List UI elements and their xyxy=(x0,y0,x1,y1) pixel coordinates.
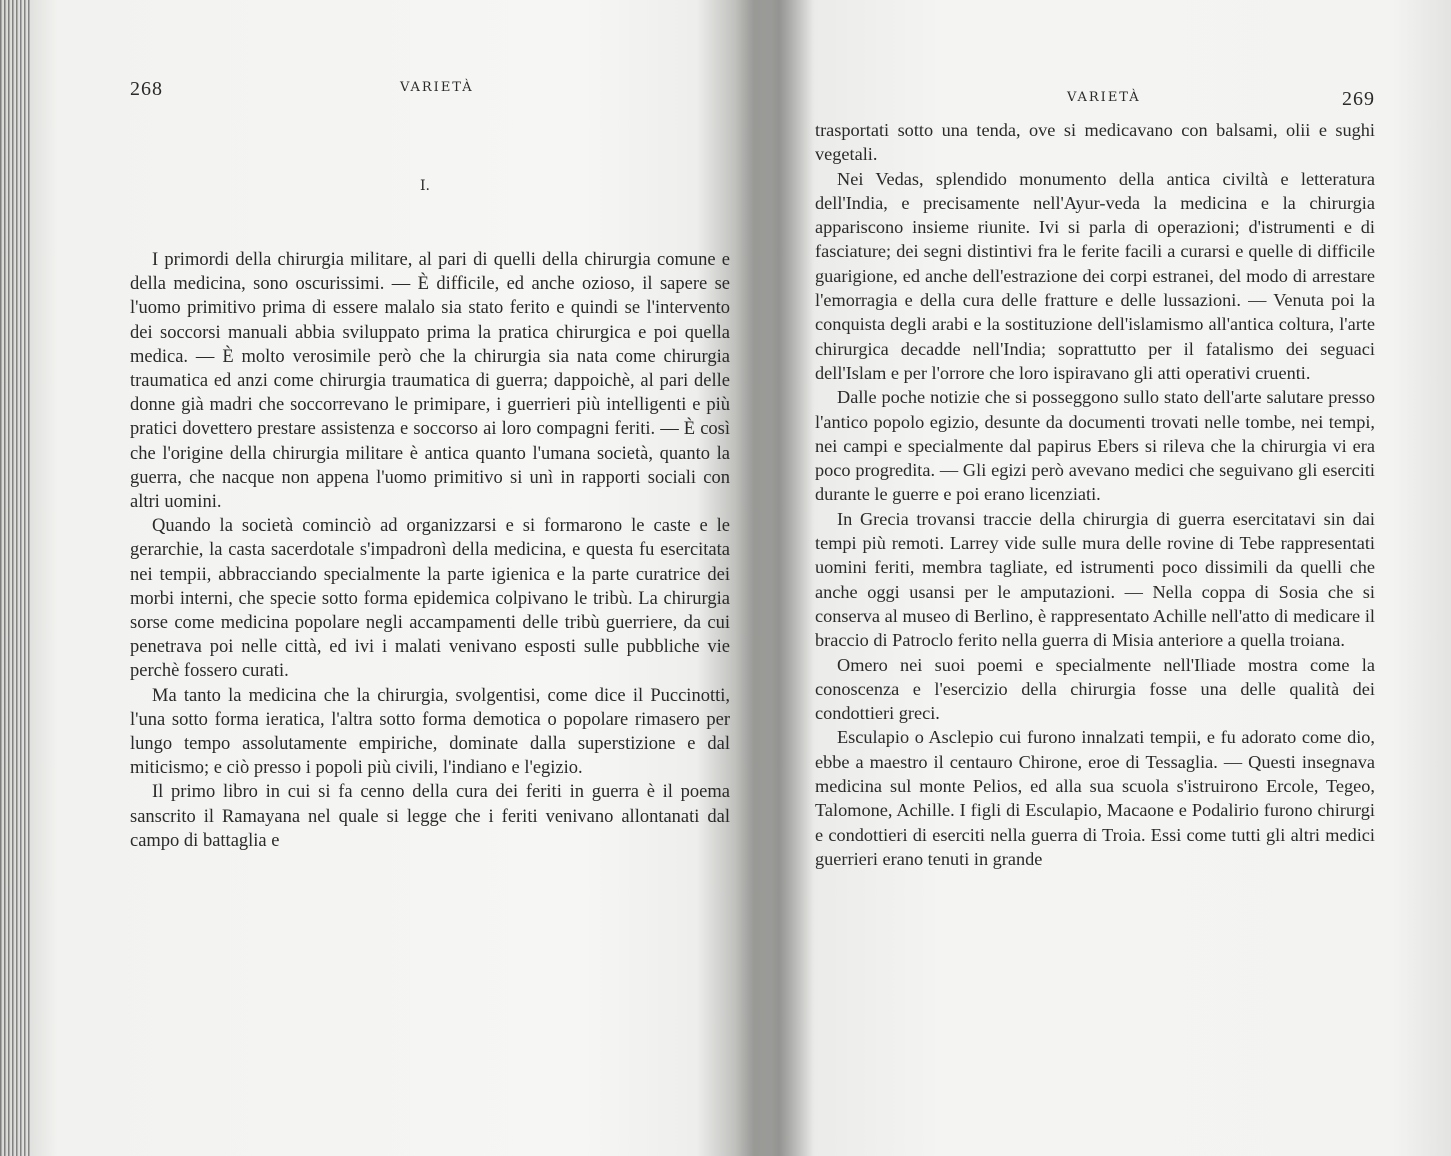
section-number: I. xyxy=(420,178,430,194)
page-edges xyxy=(0,0,30,1156)
paragraph: In Grecia trovansi traccie della chirurgia di guerra esercitatavi sin dai tempi più remoti. Larrey vide sulle mura delle rovine di Tebe rappresentati uomini feriti, membra tagliate, ed istrumenti poco dissimili da quelli che anche oggi usansi per le amputazioni. — Nella coppa di Sosia che si conserva al museo di Berlino, è rappresentato Achille nell'atto di medicare il braccio di Patroclo ferito nella guerra di Misia anteriore a quella troiana. xyxy=(815,508,1375,651)
right-page xyxy=(815,0,1375,1156)
paragraph: Dalle poche notizie che si posseggono sullo stato dell'arte salutare presso l'antico popolo egizio, desunte da documenti trovati nelle tombe, nei tempi, nei campi e specialmente dal papirus Ebers si rileva che la chirurgia vi era poco progredita. — Gli egizi però avevano medici che seguivano gli eserciti durante le guerre e poi erano licenziati. xyxy=(815,387,1375,505)
paragraph: Nei Vedas, splendido monumento della antica civiltà e letteratura dell'India, e precisamente nell'Ayur-veda la medicina e la chirurgia appariscono insieme riunite. Ivi si parla di operazioni; d'istrumenti e di fasciature; dei segni distintivi fra le ferite facili a curarsi e quelle di difficile guarigione, ed anche dell'estrazione dei corpi estranei, del modo di arrestare l'emorragia e della cura delle fratture e delle lussazioni. — Venuta poi la conquista degli arabi e la sostituzione dell'islamismo all'antica coltura, l'arte chirurgica decadde nell'India; soprattutto per il fatalismo dei seguaci dell'Islam e per l'orrore che loro ispiravano gli atti operativi cruenti. xyxy=(815,168,1375,383)
left-page xyxy=(130,0,730,1156)
paragraph: Il primo libro in cui si fa cenno della cura dei feriti in guerra è il poema sanscrito il Ramayana nel quale si legge che i feriti venivano allontanati dal campo di battaglia e xyxy=(130,782,730,851)
paragraph: Ma tanto la medicina che la chirurgia, svolgentisi, come dice il Puccinotti, l'una sotto forma ieratica, l'altra sotto forma demotica o popolare rimasero per lungo tempo assolutamente empiriche, dominate dalla superstizione e dal miticismo; e ciò presso i popoli più civili, l'indiano e l'egizio. xyxy=(130,685,730,779)
left-running-head xyxy=(130,78,730,108)
left-page-number: 268 xyxy=(130,78,163,100)
right-page-number: 269 xyxy=(1342,88,1375,110)
right-body-text xyxy=(815,118,1375,871)
book-gutter xyxy=(735,0,815,1156)
left-body-text xyxy=(130,248,730,853)
right-running-title: VARIETÀ xyxy=(1067,90,1141,105)
paragraph: trasportati sotto una tenda, ove si medicavano con balsami, olii e sughi vegetali. xyxy=(815,120,1375,165)
paragraph: I primordi della chirurgia militare, al pari di quelli della chirurgia comune e della medicina, sono oscurissimi. — È difficile, ed anche ozioso, il sapere se l'uomo primitivo prima di essere malalo sia stato ferito e quindi se l'intervento dei soccorsi manuali abbia sviluppato prima la pratica chirurgica e poi quella medica. — È molto verosimile però che la chirurgia sia nata come chirurgia traumatica ed anzi come chirurgia traumatica di guerra; dappoichè, al pari delle donne già madri che soccorrevano le primipare, i guerrieri più intelligenti e più pratici dovettero prestare assistenza e soccorso ai loro compagni feriti. — È così che l'origine della chirurgia militare è antica quanto l'umana società, quanto la guerra, che nacque non appena l'uomo primitivo si unì in rapporti sociali con altri uomini. xyxy=(130,250,730,513)
paragraph: Quando la società cominciò ad organizzarsi e si formarono le caste e le gerarchie, la casta sacerdotale s'impadronì della medicina, e questa fu esercitata nei tempii, abbracciando specialmente la parte igienica e la parte curatrice dei morbi interni, che specie sotto forma epidemica colpivano le tribù. La chirurgia sorse come medicina popolare negli accampamenti delle tribù guerriere, da cui penetrava poi nelle città, ed ivi i malati venivano esposti sulle pubbliche vie perchè fossero curati. xyxy=(130,516,730,682)
paragraph: Omero nei suoi poemi e specialmente nell'Iliade mostra come la conoscenza e l'esercizio della chirurgia fosse una delle qualità dei condottieri greci. xyxy=(815,654,1375,724)
right-running-head xyxy=(815,88,1375,118)
paragraph: Esculapio o Asclepio cui furono innalzati tempii, e fu adorato come dio, ebbe a maestro il centauro Chirone, eroe di Tessaglia. — Questi insegnava medicina sul monte Pelios, ed alla sua scuola s'istruirono Ercole, Tegeo, Talomone, Achille. I figli di Esculapio, Macaone e Podalirio furono chirurgi e condottieri di eserciti nella guerra di Troia. Essi come tutti gli altri medici guerrieri erano tenuti in grande xyxy=(815,727,1375,869)
left-running-title: VARIETÀ xyxy=(400,80,474,95)
